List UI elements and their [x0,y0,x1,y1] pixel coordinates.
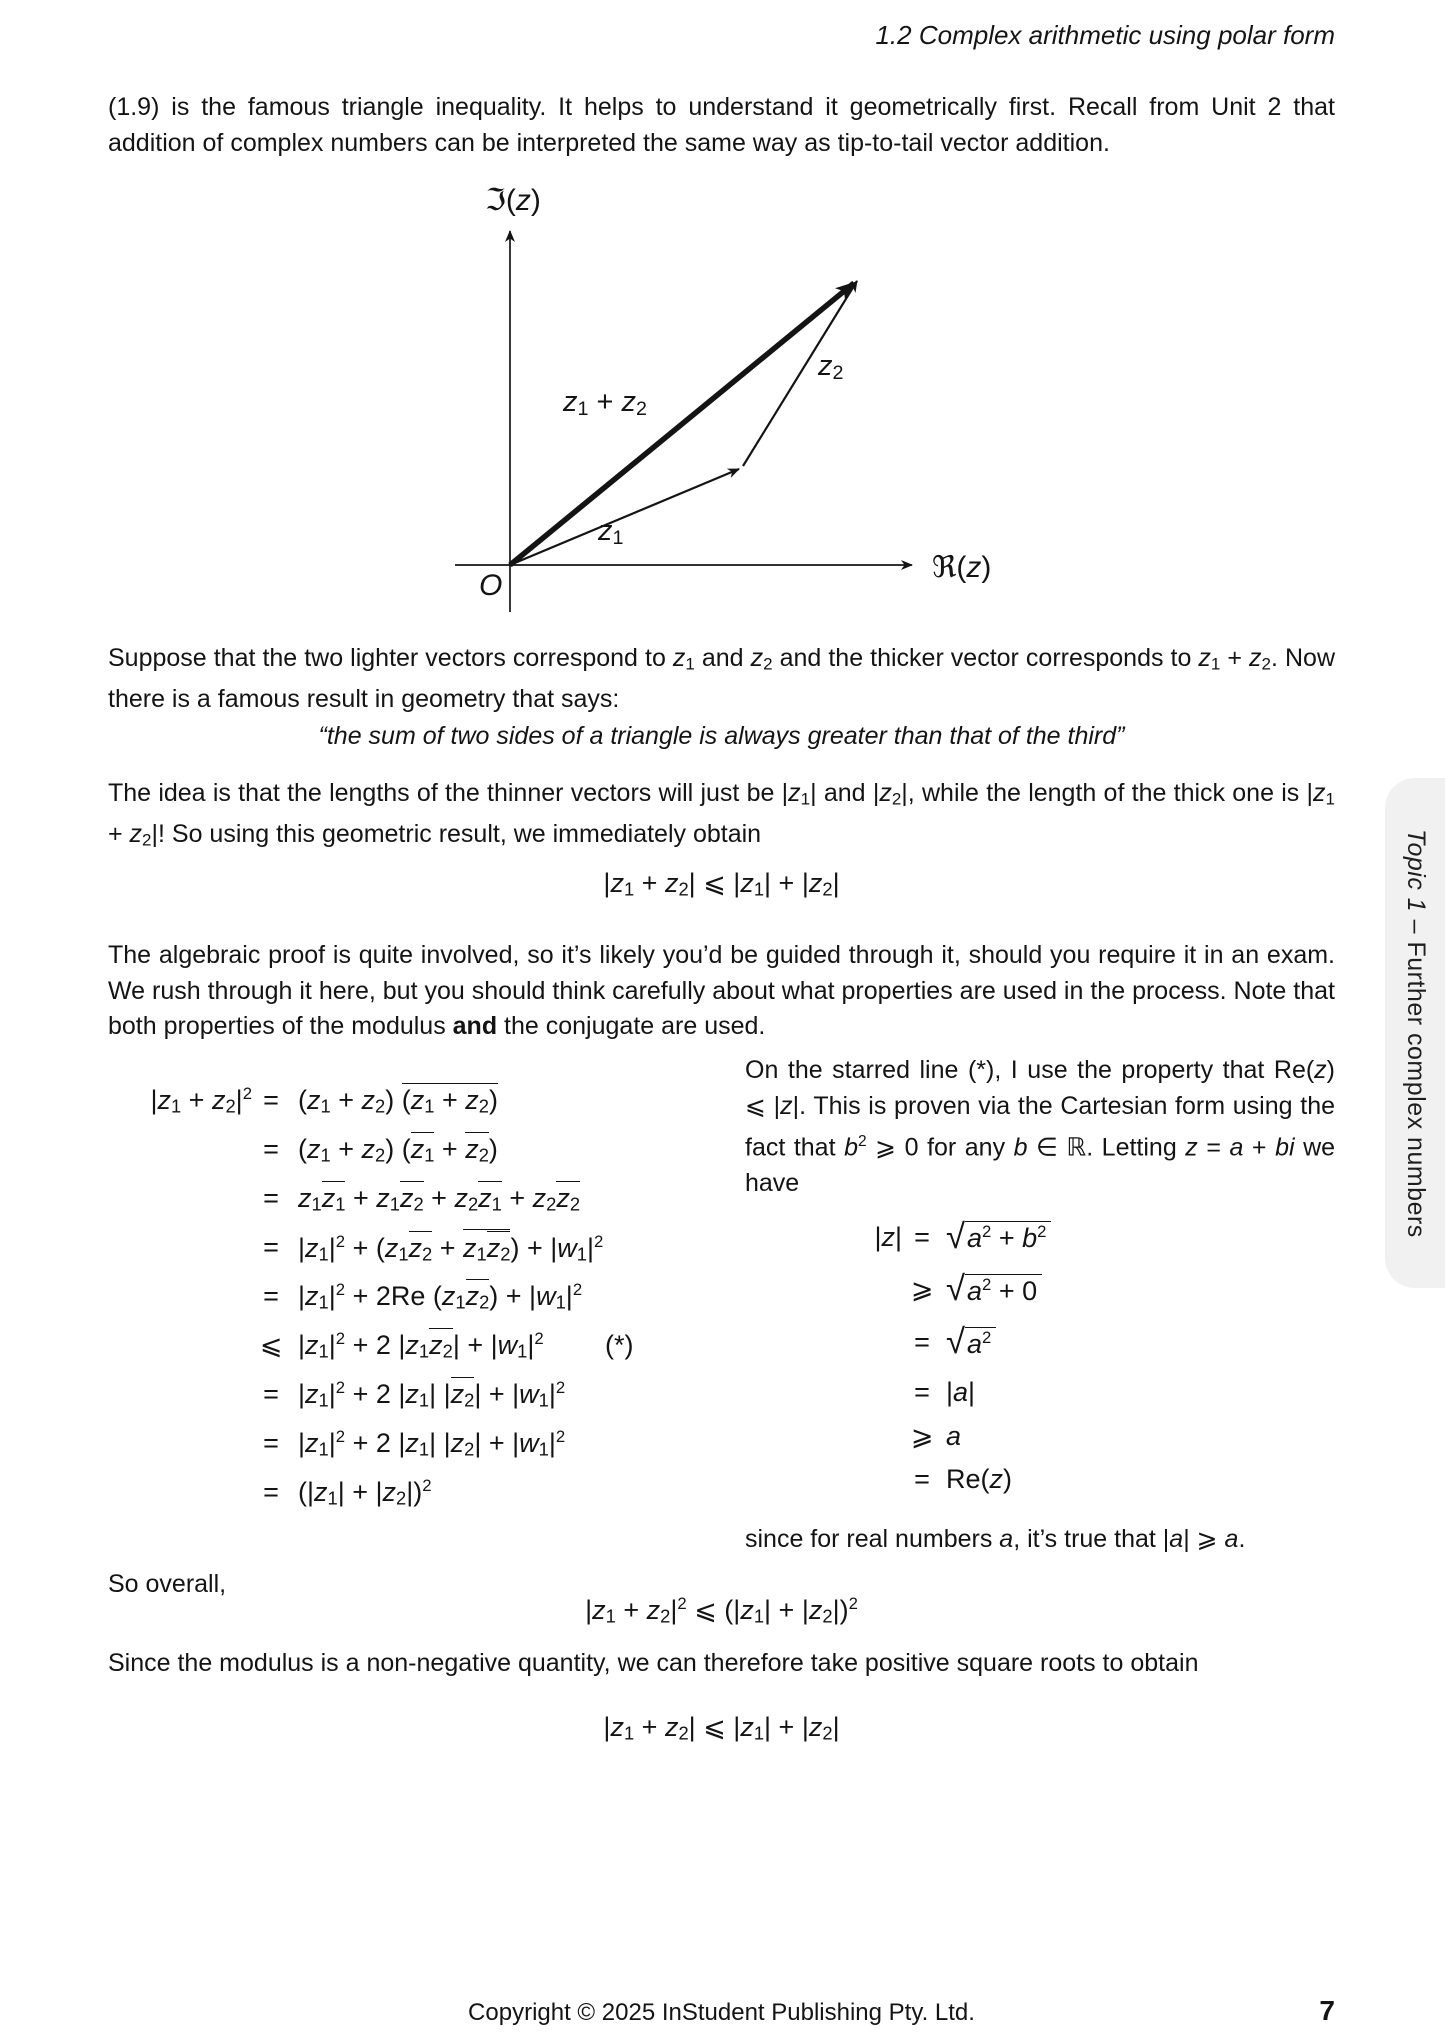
sum-vector [510,283,854,565]
relation-symbol: = [263,1232,279,1262]
argand-diagram [380,185,1020,630]
relation-symbol: = [263,1477,279,1507]
derivation-row [150,1223,710,1272]
origin-label: O [479,569,503,602]
relation-symbol: = [263,1085,279,1115]
derivation-row [860,1263,1260,1316]
relation-symbol: ⩾ [910,1274,934,1304]
derivation-row [860,1369,1260,1416]
derivation-rhs: $(z_1 + z_2) (z_1 + z_2)$ [298,1134,498,1166]
derivation-rhs: $|z_1|^2 + 2$ $|z_1|$ $|z_2| + |w_1|^2$ [298,1378,566,1411]
re-z-derivation [860,1211,1260,1502]
derivation-row [150,1272,710,1321]
z2-vector-label: $z_2$ [818,350,844,384]
derivation-rhs: $√a^2 + 0$ [946,1272,1042,1307]
final-triangle-inequality-equation: $|z_1 + z_2|$ ⩽ $|z_1| + |z_2|$ [603,1712,840,1744]
z1-vector [510,469,739,565]
modulus-squared-derivation [150,1076,710,1517]
z1-vector-label: $z_1$ [598,515,624,549]
derivation-row [150,1174,710,1223]
relation-symbol: = [263,1281,279,1311]
relation-symbol: = [914,1463,930,1494]
derivation-row [860,1316,1260,1369]
relation-symbol: = [914,1327,930,1357]
relation-symbol: = [914,1221,930,1252]
relation-symbol: ⩽ [259,1330,283,1360]
derivation-rhs: a [946,1420,962,1451]
derivation-rhs: $√a^2$ [946,1325,996,1360]
starred-line-paragraph: On the starred line (*), I use the property that Re(z) ⩽ |z|. This is proven via the Cartesian form using the fact that $b^2$ ⩾ 0 for any b ∈ ℝ. Letting z = a + bi we have [745,1056,1336,1197]
relation-symbol: = [263,1379,279,1409]
relation-symbol: = [263,1428,279,1458]
since-real-numbers-note: since for real numbers a, it’s true that |a| ⩾ a. [745,1525,1246,1553]
derivation-rhs: $|z_1|^2 + 2$ $|z_1|$ $|z_2| + |w_1|^2$ [298,1426,566,1460]
page-number: 7 [1319,1995,1335,2026]
derivation-rhs: $√a^2 + b^2$ [946,1220,1051,1255]
derivation-row [150,1125,710,1174]
intro-paragraph: (1.9) is the famous triangle inequality. It helps to understand it geometrically first. Recall from Unit 2 that addition of complex numbers can be interpreted the same way as tip-to-tail vector addition. [108,93,1335,157]
derivation-row [150,1419,710,1468]
idea-paragraph: The idea is that the lengths of the thinner vectors will just be $|z_1|$ and $|z_2|$, while the length of the thick one is $|z_1 + z_2|$! So using this geometric result, we immediately obtain [108,779,1335,850]
so-overall-text: So overall, [108,1570,227,1598]
derivation-row [150,1468,710,1517]
derivation-rhs: $(|z_1| + |z_2|)^2$ [298,1475,432,1509]
derivation-rhs: Re(z) [946,1463,1013,1494]
derivation-row [860,1211,1260,1263]
topic-sidebar-tab [1385,778,1445,1288]
derivation-row [860,1456,1260,1502]
sum-vector-label: $z_1 + z_2$ [563,386,647,420]
suppose-paragraph: Suppose that the two lighter vectors correspond to $z_1$ and $z_2$ and the thicker vector corresponds to $z_1 + z_2$. Now there is a famous result in geometry that says: [108,644,1336,713]
im-axis-label: ℑ(z) [485,184,541,217]
derivation-rhs: $(z_1 + z_2) (z_1 + z_2)$ [298,1085,498,1117]
derivation-row-starred [150,1321,710,1370]
squared-inequality-equation: $|z_1 + z_2|^2$ ⩽ $(|z_1| + |z_2|)^2$ [585,1594,858,1627]
relation-symbol: = [263,1183,279,1213]
derivation-row [860,1416,1260,1456]
argand-diagram-canvas [380,185,1020,630]
relation-symbol: = [914,1377,930,1407]
derivation-rhs: $z_1z_1 + z_1z_2 + z_2z_1 + z_2z_2$ [298,1183,581,1215]
derivation-lhs: |z| [874,1221,902,1252]
algebraic-proof-paragraph: The algebraic proof is quite involved, so it’s likely you’d be guided through it, should you require it in an exam. We rush through it here, but you should think carefully about what properties are used in the process. Note that both properties of the modulus and the conjugate are used. [108,941,1335,1040]
derivation-rhs: $|z_1|^2 + 2Re$ $(z_1z_2) + |w_1|^2$ [298,1280,583,1313]
relation-symbol: ⩾ [910,1420,934,1451]
running-header: 1.2 Complex arithmetic using polar form [875,20,1335,50]
derivation-rhs: |a| [946,1377,976,1407]
derivation-lhs: $|z_1 + z_2|^2$ [150,1083,252,1117]
re-axis-label: ℜ(z) [932,551,992,584]
relation-symbol: = [263,1134,279,1164]
footer-copyright: Copyright © 2025 InStudent Publishing Pty. Ltd. [468,1999,975,2026]
derivation-row [150,1076,710,1125]
star-tag: (*) [605,1330,634,1360]
triangle-inequality-equation: $|z_1 + z_2|$ ⩽ $|z_1| + |z_2|$ [603,868,840,900]
derivation-rhs: $|z_1|^2 + (z_1z_2 + z_1z_2) + |w_1|^2$ [298,1229,603,1266]
derivation-row [150,1370,710,1419]
geometry-quote: “the sum of two sides of a triangle is always greater than that of the third” [318,722,1125,750]
derivation-rhs: $|z_1|^2 + 2$ $|z_1z_2| + |w_1|^2$ [298,1329,544,1362]
since-modulus-paragraph: Since the modulus is a non-negative quantity, we can therefore take positive square roots to obtain [108,1649,1199,1677]
topic-sidebar-label: Topic 1 – Further complex numbers [1402,828,1430,1238]
